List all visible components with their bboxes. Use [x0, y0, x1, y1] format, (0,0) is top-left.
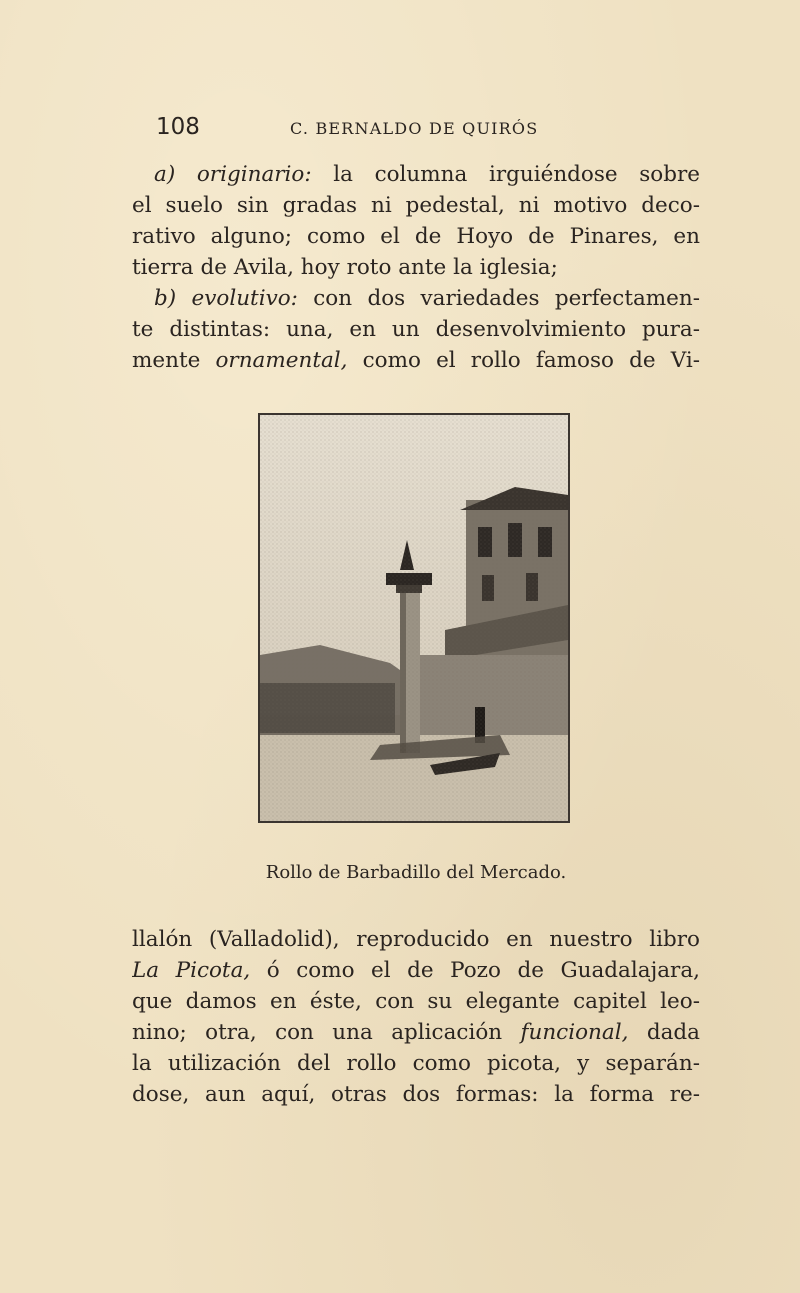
- text-run: nino; otra, con una aplicación: [132, 1020, 503, 1045]
- term-italic: evolutivo:: [191, 286, 298, 311]
- halftone-photograph: [258, 413, 570, 823]
- photo-illustration: [260, 415, 568, 821]
- paragraph-bottom: [132, 924, 700, 1110]
- text-line: [132, 1017, 700, 1048]
- halftone-grain: [260, 415, 568, 821]
- term-italic: originario:: [196, 162, 312, 187]
- book-title-italic: La Picota,: [132, 958, 251, 983]
- text-line: [132, 159, 700, 190]
- text-line: [132, 955, 700, 986]
- term-italic: funcional,: [520, 1020, 629, 1045]
- term-italic: ornamental,: [215, 348, 348, 373]
- text-line: [132, 345, 700, 376]
- text-line: llalón (Valladolid), reproducido en nuestro libro: [132, 927, 700, 952]
- text-run: como el rollo famoso de Vi-: [362, 348, 700, 373]
- item-label: a): [154, 162, 176, 187]
- text-run: la columna irguiéndose sobre: [333, 162, 700, 187]
- text-line: te distintas: una, en un desenvolvimiento pura-: [132, 317, 700, 342]
- text-line: que damos en éste, con su elegante capitel leo-: [132, 989, 700, 1014]
- paragraph-top: [132, 159, 700, 376]
- text-line: tierra de Avila, hoy roto ante la iglesia;: [132, 255, 558, 280]
- text-line: [132, 283, 700, 314]
- text-run: con dos variedades perfectamen-: [313, 286, 700, 311]
- running-title: C. BERNALDO DE QUIRÓS: [290, 119, 539, 138]
- running-head: [156, 114, 716, 146]
- text-line: la utilización del rollo como picota, y separán-: [132, 1051, 700, 1076]
- figure-caption: Rollo de Barbadillo del Mercado.: [265, 862, 567, 883]
- text-line: el suelo sin gradas ni pedestal, ni motivo deco-: [132, 193, 700, 218]
- text-line: dose, aun aquí, otras dos formas: la forma re-: [132, 1082, 700, 1107]
- text-run: ó como el de Pozo de Guadalajara,: [266, 958, 700, 983]
- page-number: 108: [156, 114, 200, 140]
- item-label: b): [154, 286, 177, 311]
- text-run: dada: [646, 1020, 700, 1045]
- text-line: rativo alguno; como el de Hoyo de Pinares, en: [132, 224, 700, 249]
- text-run: mente: [132, 348, 201, 373]
